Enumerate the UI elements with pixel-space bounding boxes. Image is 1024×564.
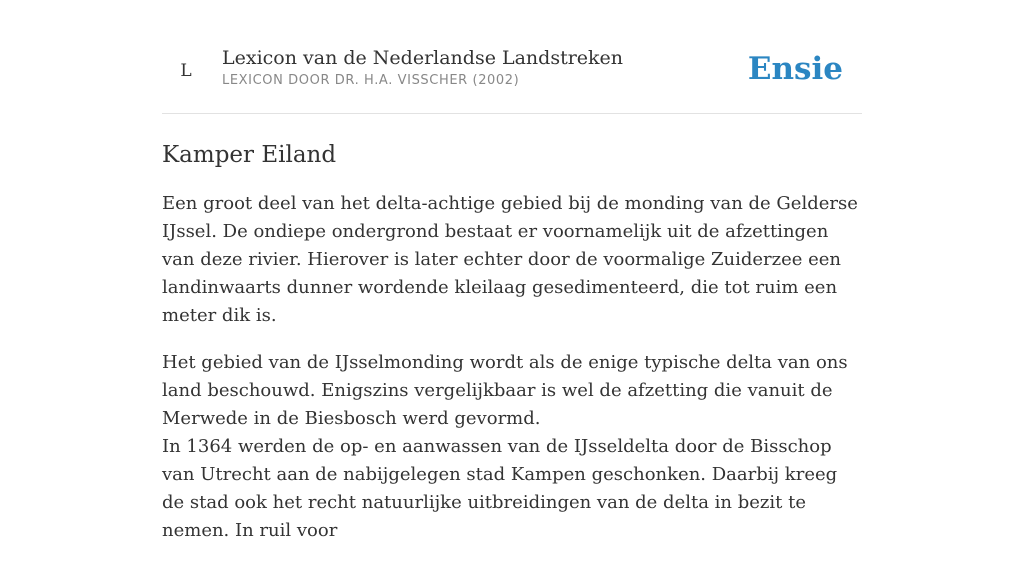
entry-content [162,190,862,545]
paragraph-2-line-2: In 1364 werden de op- en aanwassen van de IJsseldelta door de Bisschop van Utrecht aan de nabijgelegen stad Kampen geschonken. Daarbij kreeg de stad ook het recht natuurlijke uitbreidingen van de delta in bezit te nemen. In ruil voor [162,436,838,541]
entry-title: Kamper Eiland [162,142,337,168]
paragraph-2-line-1: Het gebied van de IJsselmonding wordt als de enige typische delta van ons land beschouwd. Enigszins vergelijkbaar is wel de afzetting die vanuit de Merwede in de Biesbosch werd gevormd. [162,352,848,429]
paragraph-2 [162,349,862,545]
paragraph-1: Een groot deel van het delta-achtige gebied bij de monding van de Gelderse IJssel. De ondiepe ondergrond bestaat er voornamelijk uit de afzettingen van deze rivier. Hierover is later echter door de voormalige Zuiderzee een landinwaarts dunner wordende kleilaag gesedimenteerd, die tot ruim een meter dik is. [162,193,858,326]
book-title[interactable]: Lexicon van de Nederlandse Landstreken [222,47,624,69]
book-titles [222,45,623,88]
header [162,0,862,114]
letter-icon[interactable]: L [180,61,192,81]
page [162,0,862,564]
book-subtitle: LEXICON DOOR DR. H.A. VISSCHER (2002) [222,73,520,88]
ensie-logo-link[interactable]: Ensie [747,51,843,87]
